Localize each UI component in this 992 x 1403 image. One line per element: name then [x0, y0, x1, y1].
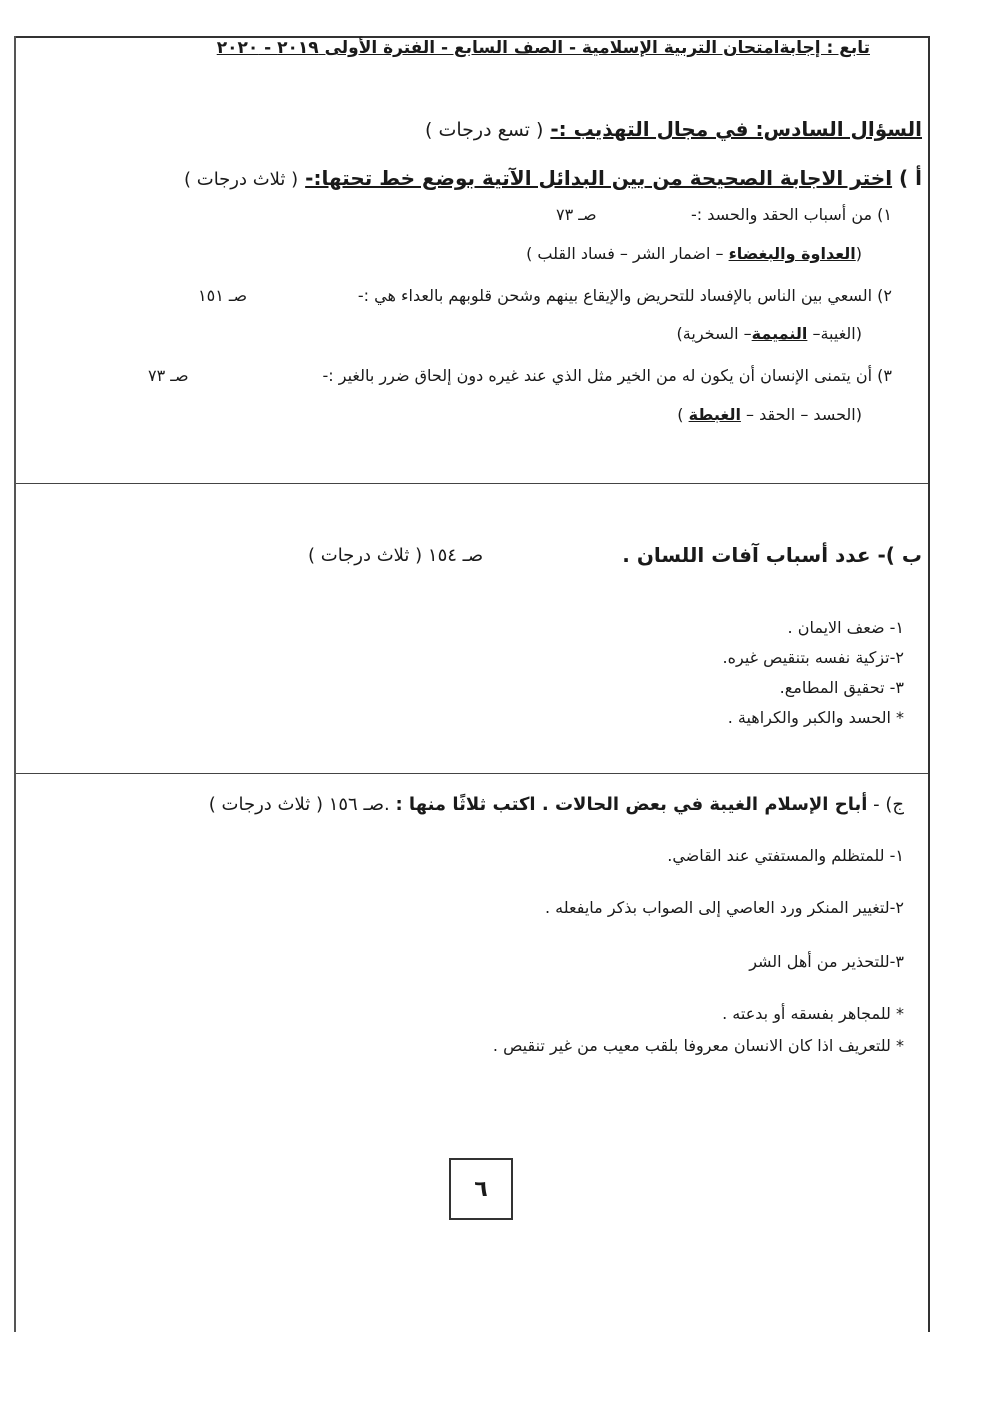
item-3-close-paren: ): [677, 405, 689, 424]
part-a-instruction: اختر الاجابة الصحيحة من بين البدائل الآتية بوضع خط تحتها:-: [305, 166, 893, 190]
item-3-ref: صـ ٧٣: [148, 366, 189, 385]
item-1-option-a: العداوة والبغضاء: [728, 244, 856, 263]
frame-right-border: [928, 36, 930, 1332]
part-c-answer-3: ٣-للتحذير من أهل الشر: [749, 952, 904, 971]
item-1-number: ١): [877, 205, 892, 224]
question-6-marks: ( تسع درجات ): [425, 119, 544, 141]
item-1-ref: صـ ٧٣: [556, 205, 597, 224]
item-1-sep-1: –: [710, 244, 729, 263]
item-3-question: [323, 366, 893, 385]
item-3-option-b: الحقد: [759, 405, 796, 424]
page-header: تابع : إجابةامتحان التربية الإسلامية - الصف السابع - الفترة الأولى ٢٠١٩ - ٢٠٢٠: [216, 38, 870, 58]
item-2-sep-1: –: [807, 324, 821, 343]
item-3-open-paren: (: [855, 405, 862, 424]
part-c-title: أباح الإسلام الغيبة في بعض الحالات . اكتب ثلاثًا منها :: [395, 794, 868, 815]
divider-1: [16, 483, 928, 484]
part-c-label: ج) -: [873, 794, 904, 815]
part-c-answer-1: ١- للمتظلم والمستفتي عند القاضي.: [667, 846, 904, 865]
part-c-answer-2: ٢-لتغيير المنكر ورد العاصي إلى الصواب بذكر مايفعله .: [544, 898, 904, 917]
item-1-question: [691, 205, 892, 224]
part-c-heading: [209, 794, 904, 815]
item-3-option-a: الحسد: [813, 405, 856, 424]
item-2-option-a: الغيبة: [820, 324, 856, 343]
part-b-marks: ( ثلاث درجات ): [308, 545, 423, 566]
part-b-answer-2: ٢-تزكية نفسه بتنقيص غيره.: [722, 648, 904, 667]
part-c-ref: .صـ ١٥٦: [328, 794, 390, 815]
item-1-options: [526, 244, 862, 263]
page-number-box: [449, 1158, 513, 1220]
item-2-option-b: النميمة: [751, 324, 808, 343]
item-2-open-paren: (: [855, 324, 862, 343]
part-a-marks: ( ثلاث درجات ): [184, 169, 299, 190]
part-b-ref-marks: [308, 545, 483, 566]
item-2-options: [677, 324, 862, 343]
item-3-option-c: الغبطة: [688, 405, 741, 424]
part-c-answer-5: * للتعريف اذا كان الانسان معروفا بلقب معيب من غير تنقيص .: [492, 1036, 904, 1055]
frame-left-border: [14, 36, 16, 1332]
item-2-text: السعي بين الناس بالإفساد للتحريض والإيقاع بينهم وشحن قلوبهم بالعداء هي :-: [357, 286, 873, 305]
divider-2: [16, 773, 928, 774]
part-b-label: ب )-: [877, 543, 922, 567]
item-2-number: ٢): [877, 286, 892, 305]
part-b-ref: صـ ١٥٤: [427, 545, 484, 566]
part-c-answer-4: * للمجاهر بفسقه أو بدعته .: [722, 1004, 904, 1023]
question-6-title: السؤال السادس: في مجال التهذيب :-: [550, 117, 922, 141]
part-a-heading: [184, 166, 922, 190]
item-1-option-c: فساد القلب: [537, 244, 615, 263]
part-b-answer-1: ١- ضعف الايمان .: [787, 618, 904, 637]
part-b-title: عدد أسباب آفات اللسان .: [622, 543, 871, 567]
item-2-option-c: السخرية: [682, 324, 739, 343]
page-number: ٦: [474, 1176, 488, 1202]
item-1-option-b: اضمار الشر: [633, 244, 711, 263]
item-3-options: [677, 405, 862, 424]
item-3-sep-1: –: [795, 405, 814, 424]
item-3-text: أن يتمنى الإنسان أن يكون له من الخير مثل الذي عند غيره دون إلحاق ضرر بالغير :-: [322, 366, 873, 385]
item-3-sep-2: –: [740, 405, 760, 424]
part-b-heading: [622, 543, 922, 567]
item-2-ref: صـ ١٥١: [198, 286, 248, 305]
part-c-marks: ( ثلاث درجات ): [208, 794, 323, 815]
item-1-sep-2: –: [614, 244, 634, 263]
part-b-answer-3: ٣- تحقيق المطامع.: [779, 678, 904, 697]
item-2-question: [358, 286, 892, 305]
item-2-close-paren: ): [676, 324, 683, 343]
item-1-close-paren: ): [526, 244, 538, 263]
item-1-text: من أسباب الحقد والحسد :-: [691, 205, 873, 224]
item-1-open-paren: (: [855, 244, 862, 263]
question-6-heading: [425, 117, 922, 141]
item-2-sep-2: –: [738, 324, 752, 343]
item-3-number: ٣): [877, 366, 892, 385]
part-a-label: أ ): [899, 166, 922, 190]
part-b-answer-4: * الحسد والكبر والكراهية .: [727, 708, 904, 727]
